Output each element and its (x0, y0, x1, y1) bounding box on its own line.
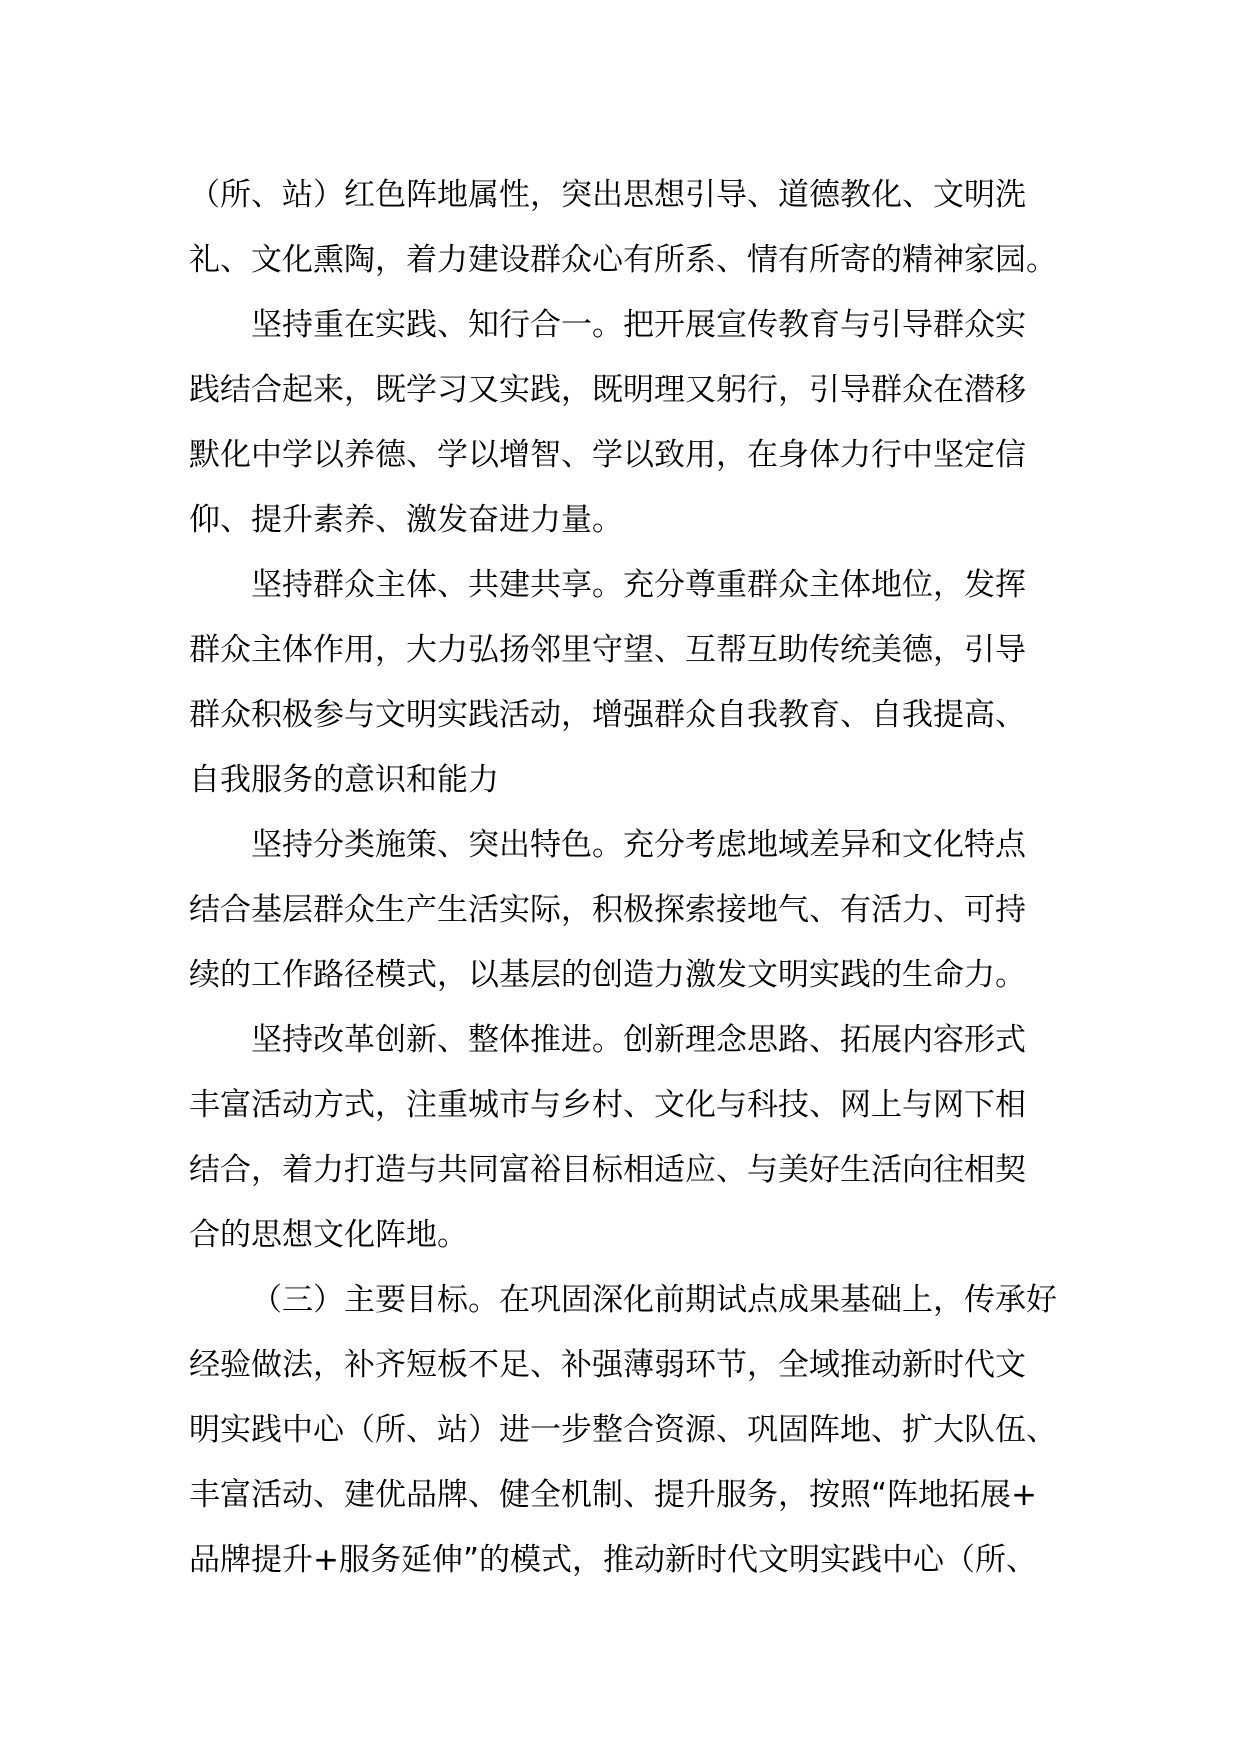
text-line: 仰、提升素养、激发奋进力量。 (189, 502, 623, 538)
text-line: 结合，着力打造与共同富裕目标相适应、与美好生活向往相契 (189, 1152, 1026, 1188)
text-line: 自我服务的意识和能力 (189, 762, 499, 798)
paragraph-start-line: 坚持分类施策、突出特色。充分考虑地域差异和文化特点 (251, 827, 1026, 863)
text-line: 丰富活动、建优品牌、健全机制、提升服务，按照“阵地拓展+ (189, 1477, 1038, 1513)
text-line: 品牌提升+服务延伸”的模式，推动新时代文明实践中心（所、 (189, 1542, 1038, 1578)
text-line: 合的思想文化阵地。 (189, 1217, 468, 1253)
paragraph-start-line: （三）主要目标。在巩固深化前期试点成果基础上，传承好 (251, 1282, 1057, 1318)
text-line: 经验做法，补齐短板不足、补强薄弱环节，全域推动新时代文 (189, 1347, 1026, 1383)
paragraph-start-line: 坚持群众主体、共建共享。充分尊重群众主体地位，发挥 (251, 567, 1026, 603)
paragraph-start-line: 坚持重在实践、知行合一。把开展宣传教育与引导群众实 (251, 307, 1026, 343)
text-line: 礼、文化熏陶，着力建设群众心有所系、情有所寄的精神家园。 (189, 242, 1057, 278)
paragraph-start-line: 坚持改革创新、整体推进。创新理念思路、拓展内容形式 (251, 1022, 1026, 1058)
text-line: 丰富活动方式，注重城市与乡村、文化与科技、网上与网下相 (189, 1087, 1026, 1123)
document-body (189, 163, 1059, 1593)
text-line: 明实践中心（所、站）进一步整合资源、巩固阵地、扩大队伍、 (189, 1412, 1057, 1448)
text-line: 默化中学以养德、学以增智、学以致用，在身体力行中坚定信 (189, 437, 1026, 473)
text-line: 续的工作路径模式，以基层的创造力激发文明实践的生命力。 (189, 957, 1026, 993)
text-line: （所、站）红色阵地属性，突出思想引导、道德教化、文明洗 (189, 177, 1026, 213)
text-line: 践结合起来，既学习又实践，既明理又躬行，引导群众在潜移 (189, 372, 1026, 408)
text-line: 结合基层群众生产生活实际，积极探索接地气、有活力、可持 (189, 892, 1026, 928)
text-line: 群众主体作用，大力弘扬邻里守望、互帮互助传统美德，引导 (189, 632, 1026, 668)
text-line: 群众积极参与文明实践活动，增强群众自我教育、自我提高、 (189, 697, 1026, 733)
